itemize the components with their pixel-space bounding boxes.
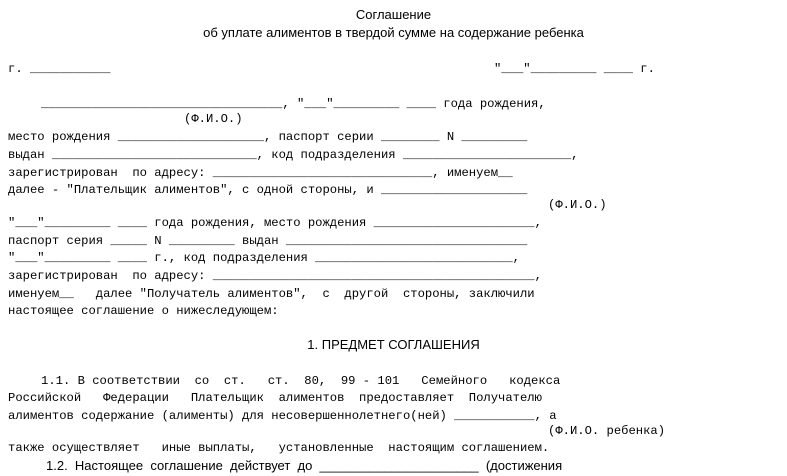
recipient-date-code-line: "___"_________ ____ г., код подразделения ___________________________, (8, 251, 520, 265)
payer-designation-line: далее - "Плательщик алиментов", с одной стороны, и ____________________ (8, 183, 528, 197)
document-subtitle: об уплате алиментов в твердой сумме на содержание ребенка (203, 25, 584, 40)
clause-1-1-line-2: Российской Федерации Плательщик алиментов предоставляет Получателю (8, 391, 542, 405)
clause-1-1-line-1: 1.1. В соответствии со ст. ст. 80, 99 - 101 Семейного кодекса (41, 374, 561, 388)
payer-registered-line: зарегистрирован по адресу: ______________________________, именуем__ (8, 166, 513, 180)
section-heading: 1. ПРЕДМЕТ СОГЛАШЕНИЯ (307, 337, 480, 352)
agreement-intro-line: настоящее соглашение о нижеследующем: (8, 304, 279, 318)
recipient-fio-caption: (Ф.И.О.) (548, 198, 607, 212)
document-title: Соглашение (355, 7, 432, 22)
recipient-designation-line: именуем__ далее "Получатель алиментов", с другой стороны, заключили (8, 287, 535, 301)
date-field: "___"_________ ____ г. (494, 62, 655, 76)
child-fio-caption: (Ф.И.О. ребенка) (548, 424, 666, 438)
payer-birthplace-line: место рождения ____________________, паспорт серии ________ N _________ (8, 130, 528, 144)
recipient-passport-line: паспорт серия _____ N _________ выдан _________________________________ (8, 234, 528, 248)
place-field: г. ___________ (8, 62, 111, 76)
recipient-birth-line: "___"_________ ____ года рождения, место рождения ______________________, (8, 216, 542, 230)
payer-fio-caption: (Ф.И.О.) (184, 112, 243, 126)
recipient-registered-line: зарегистрирован по адресу: ____________________________________________, (8, 269, 542, 283)
clause-1-2-line-1: 1.2. Настоящее соглашение действует до ______________________ (достижения (46, 458, 563, 473)
payer-name-line: _________________________________, "___"_________ ____ года рождения, (41, 97, 546, 111)
clause-1-1-line-3: алиментов содержание (алименты) для несовершеннолетнего(ней) ___________, а (8, 409, 557, 423)
payer-issued-line: выдан ____________________________, код подразделения _______________________, (8, 148, 579, 162)
clause-1-1-line-4: также осуществляет иные выплаты, установленные настоящим соглашением. (8, 441, 550, 455)
